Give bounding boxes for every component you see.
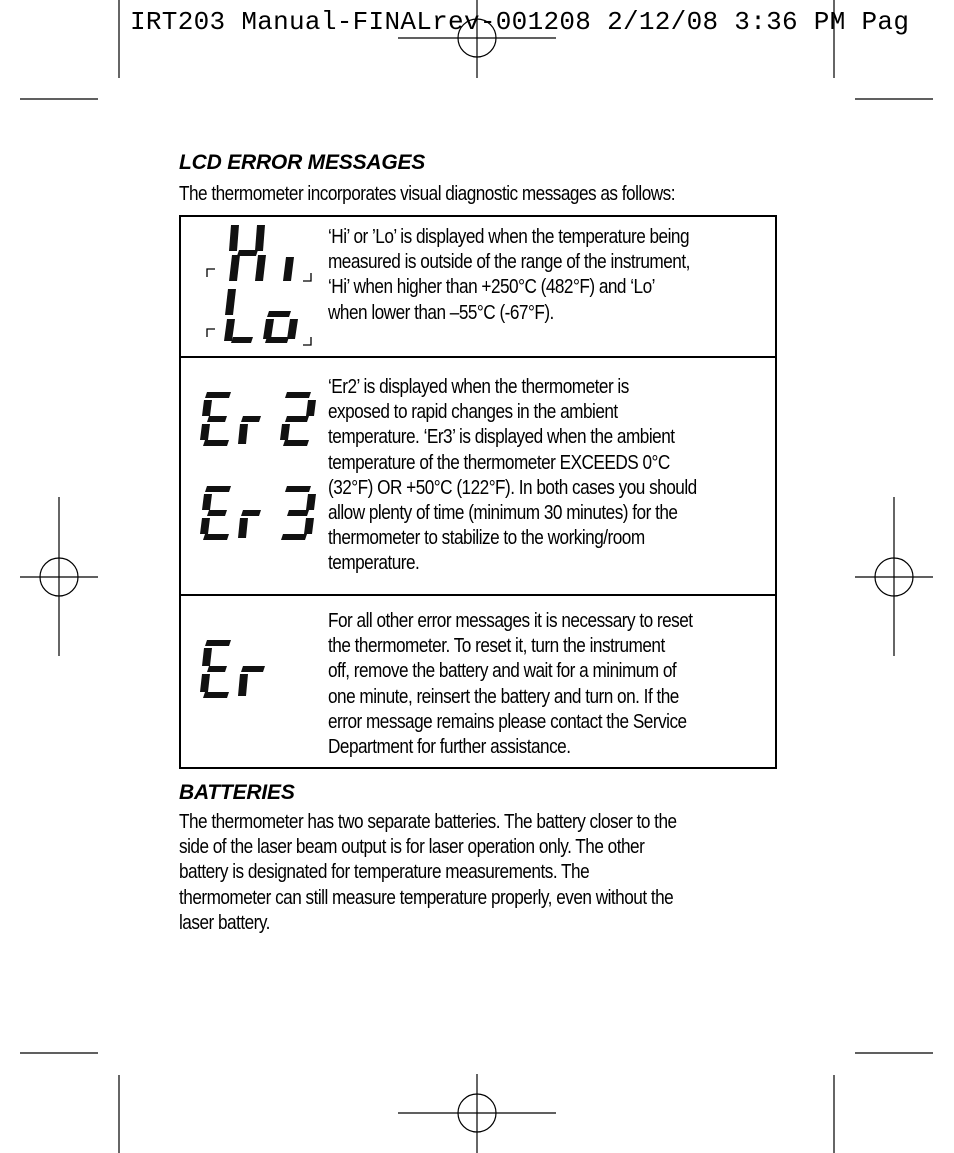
- description-line: (32°F) OR +50°C (122°F). In both cases you should: [328, 476, 697, 499]
- lcd-intro-text: The thermometer incorporates visual diagnostic messages as follows:: [179, 183, 676, 205]
- description-line: Department for further assistance.: [328, 736, 571, 759]
- description-line: allow plenty of time (minimum 30 minutes) for the: [328, 502, 678, 525]
- description-line: ‘Hi’ when higher than +250°C (482°F) and ‘Lo’: [328, 276, 655, 299]
- description-line: thermometer to stabilize to the working/room: [328, 527, 645, 550]
- batteries-line: battery is designated for temperature measurements. The: [179, 861, 590, 884]
- description-line: measured is outside of the range of the instrument,: [328, 251, 690, 274]
- error-row-er2-er3: [181, 356, 775, 596]
- description-line: ‘Er2’ is displayed when the thermometer is: [328, 376, 629, 398]
- lcd-hi-lo-display: [195, 219, 315, 349]
- lcd-er-display: [195, 632, 295, 712]
- description-line: ‘Hi’ or ’Lo’ is displayed when the temperature being: [328, 226, 690, 248]
- batteries-line: thermometer can still measure temperature properly, even without the: [179, 886, 674, 909]
- print-slug-line: IRT203 Manual-FINALrev-001208 2/12/08 3:36 PM Pag: [130, 7, 910, 37]
- description-line: when lower than –55°C (-67°F).: [328, 301, 554, 324]
- error-messages-table: [179, 215, 777, 769]
- batteries-text: [179, 810, 779, 936]
- description-line: the thermometer. To reset it, turn the instrument: [328, 635, 665, 658]
- description-line: one minute, reinsert the battery and turn on. If the: [328, 685, 679, 708]
- batteries-line: laser battery.: [179, 911, 270, 934]
- description-line: error message remains please contact the Service: [328, 710, 687, 733]
- description-line: temperature.: [328, 552, 420, 575]
- er2-er3-description: [328, 375, 758, 577]
- batteries-section: [179, 780, 779, 936]
- description-line: For all other error messages it is necessary to reset: [328, 610, 693, 632]
- error-row-hi-lo: [181, 217, 775, 356]
- description-line: off, remove the battery and wait for a minimum of: [328, 660, 677, 683]
- hi-lo-description: [328, 225, 758, 326]
- description-line: temperature of the thermometer EXCEEDS 0°C: [328, 451, 670, 474]
- batteries-line: side of the laser beam output is for laser operation only. The other: [179, 836, 645, 859]
- er-description: [328, 609, 758, 760]
- description-line: temperature. ‘Er3’ is displayed when the ambient: [328, 426, 675, 449]
- error-row-er: [181, 594, 775, 769]
- description-line: exposed to rapid changes in the ambient: [328, 401, 618, 424]
- lcd-section: [179, 150, 779, 207]
- section-title-batteries: BATTERIES: [179, 781, 295, 804]
- lcd-er2-er3-display: [195, 388, 325, 558]
- section-title-lcd-error-messages: LCD ERROR MESSAGES: [179, 151, 426, 174]
- batteries-line: The thermometer has two separate batteries. The battery closer to the: [179, 811, 677, 833]
